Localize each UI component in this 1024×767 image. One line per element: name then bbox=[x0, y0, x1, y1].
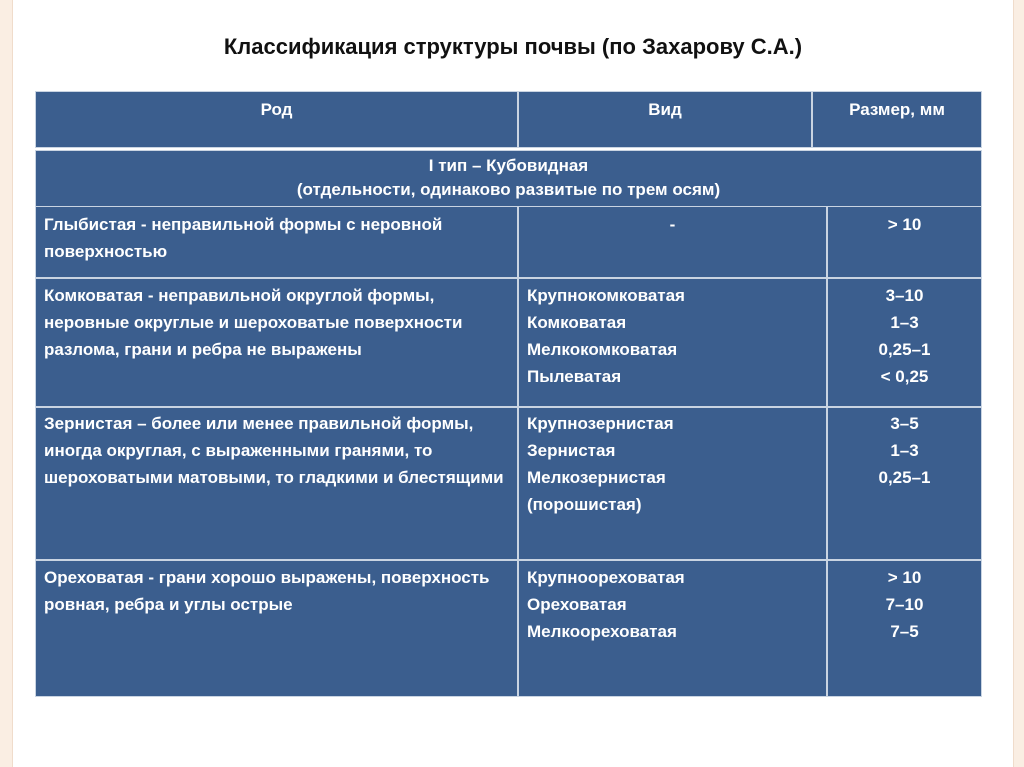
slide-title: Классификация структуры почвы (по Захарову С.А.) bbox=[223, 34, 803, 59]
row-glybistaya-species: - bbox=[518, 206, 827, 278]
header-species: Вид bbox=[518, 91, 812, 148]
type-heading-note: (отдельности, одинаково развитые по трем осям) bbox=[296, 180, 721, 199]
row-komkovataya-size: 3–10 1–3 0,25–1 < 0,25 bbox=[827, 278, 982, 407]
row-glybistaya-size: > 10 bbox=[827, 206, 982, 278]
row-orekhovataya-species: Крупноореховатая Ореховатая Мелкоореховатая bbox=[518, 560, 827, 697]
row-komkovataya-genus: Комковатая - неправильной округлой формы, неровные округлые и шероховатые поверхности разлома, грани и ребра не выражены bbox=[35, 278, 518, 407]
header-genus: Род bbox=[35, 91, 518, 148]
row-zernistaya-size: 3–5 1–3 0,25–1 bbox=[827, 407, 982, 560]
row-orekhovataya-genus: Ореховатая - грани хорошо выражены, поверхность ровная, ребра и углы острые bbox=[35, 560, 518, 697]
type-heading bbox=[35, 150, 982, 208]
row-glybistaya-genus: Глыбистая - неправильной формы с неровной поверхностью bbox=[35, 206, 518, 278]
row-zernistaya-genus: Зернистая – более или менее правильной формы, иногда округлая, с выраженными гранями, то шероховатыми матовыми, то гладкими и блестящими bbox=[35, 407, 518, 560]
type-heading-title: I тип – Кубовидная bbox=[428, 156, 589, 175]
row-komkovataya-species: Крупнокомковатая Комковатая Мелкокомковатая Пылеватая bbox=[518, 278, 827, 407]
row-orekhovataya-size: > 10 7–10 7–5 bbox=[827, 560, 982, 697]
row-zernistaya-species: Крупнозернистая Зернистая Мелкозернистая (порошистая) bbox=[518, 407, 827, 560]
header-size: Размер, мм bbox=[812, 91, 982, 148]
